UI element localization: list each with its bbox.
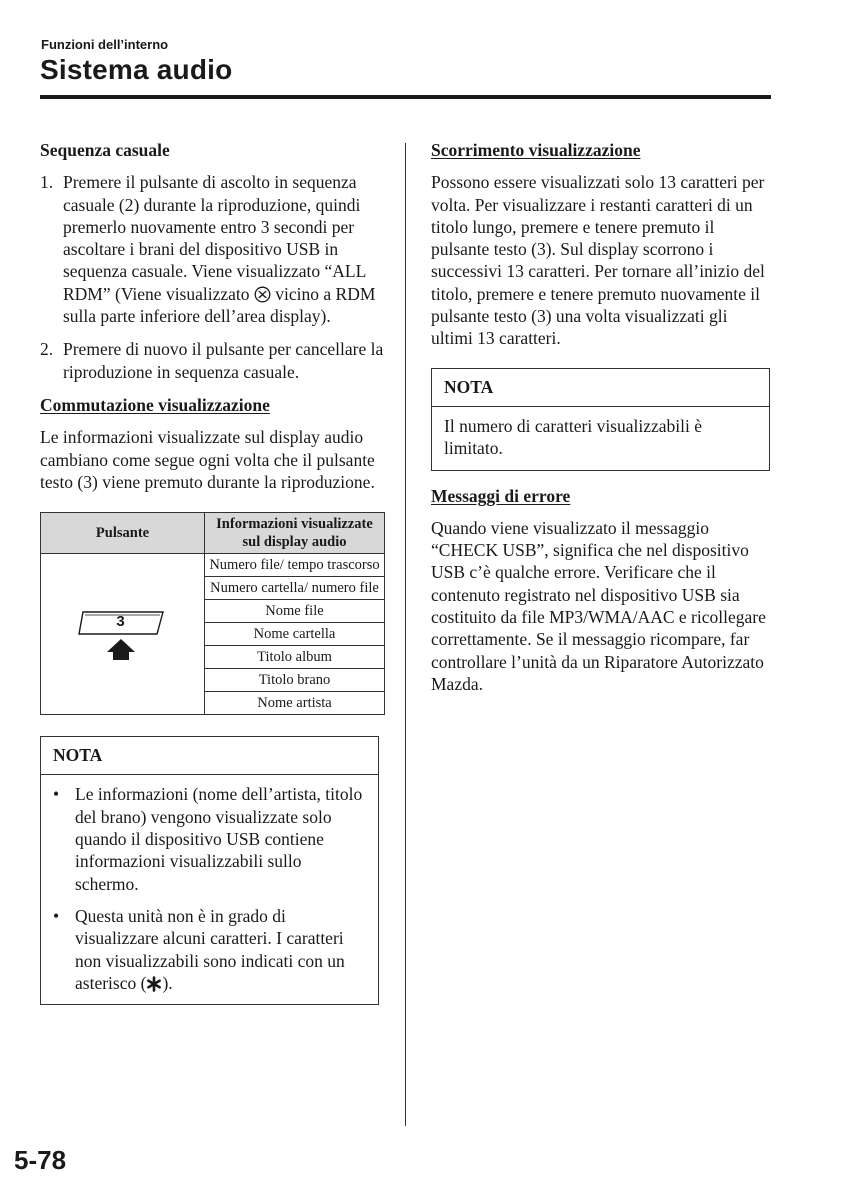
step-number: 1. [40,172,54,193]
step-number: 2. [40,339,54,360]
step-1 [40,171,385,327]
heading-scorrimento: Scorrimento visualizzazione [431,140,641,160]
table-cell: Numero file/ tempo trascorso [205,554,385,577]
nota-box-right [431,368,770,471]
table-cell: Nome artista [205,692,385,715]
bullet-text: Questa unità non è in grado di visualizzare alcuni caratteri. I caratteri non visualizzabili sono indicati con un asterisco ( ). [75,905,345,993]
bullet-dot: • [53,784,60,805]
random-steps [40,171,385,383]
table-row [41,554,385,577]
display-info-table [40,512,385,715]
button-label: 3 [116,613,125,631]
nota-title: NOTA [41,737,378,775]
table-cell: Nome file [205,600,385,623]
random-play-icon [254,286,271,303]
press-arrow-icon [107,639,135,660]
table-header-row [41,513,385,554]
errori-paragraph: Quando viene visualizzato il messaggio “CHECK USB”, significa che nel dispositivo USB c’è qualche errore. Verificare che il contenuto registrato nel dispositivo USB sia costituito da file MP3/WMA/AAC e ricollegare correttamente. Se il messaggio ricompare, far controllare l’unità da un Riparatore Autorizzato Mazda. [431,517,766,694]
table-cell: Numero cartella/ numero file [205,577,385,600]
step-2 [40,338,385,383]
page-number: 5-78 [14,1145,67,1175]
left-column [40,139,385,1005]
nota-body [41,775,378,1004]
step-text: Premere il pulsante di ascolto in sequenza casuale (2) durante la riproduzione, quindi premerlo nuovamente entro 3 secondi per ascoltare i brani del dispositivo USB in sequenza casuale. Viene visualizzato “ALL RDM” (Viene visualizzato vicino a RDM sulla parte inferiore dell’area display). [63,172,376,327]
asterisk-icon [146,976,162,992]
column-divider [405,143,406,1126]
heading-commutazione: Commutazione visualizzazione [40,394,270,415]
button-cell [41,554,205,715]
step-text: Premere di nuovo il pulsante per cancellare la riproduzione in sequenza casuale. [63,339,384,382]
nota-body: Il numero di caratteri visualizzabili è limitato. [444,415,703,459]
list-item [53,783,366,894]
right-column [431,139,771,695]
table-cell: Nome cartella [205,623,385,646]
heading-messaggi-errore: Messaggi di errore [431,485,571,506]
button-illustration [77,604,169,664]
header-rule [40,95,771,99]
nota-title: NOTA [432,369,769,407]
list-item [53,905,366,994]
col-header-button: Pulsante [41,513,205,554]
scorrimento-paragraph: Possono essere visualizzati solo 13 caratteri per volta. Per visualizzare i restanti caratteri di un titolo lungo, premere e tenere premuto il pulsante testo (3). Sul display scorrono i successivi 13 caratteri. Per tornare all’inizio del titolo, premere e tenere premuto nuovamente il pulsante testo (3) una volta visualizzati gli ultimi 13 caratteri. [431,172,765,349]
section-label: Funzioni dell’interno [41,37,169,52]
bullet-dot: • [53,905,60,926]
page-title: Sistema audio [40,54,233,85]
nota-box-left [40,736,379,1005]
table-cell: Titolo brano [205,669,385,692]
commutazione-paragraph: Le informazioni visualizzate sul display audio cambiano come segue ogni volta che il pulsante testo (3) viene premuto durante la riproduzione. [40,427,375,492]
bullet-text: Le informazioni (nome dell’artista, titolo del brano) vengono visualizzate solo quando il dispositivo USB contiene informazioni visualizzabili sullo schermo. [75,784,363,894]
col-header-info: Informazioni visualizzate sul display audio [205,513,385,554]
heading-sequenza-casuale: Sequenza casuale [40,140,170,160]
table-cell: Titolo album [205,646,385,669]
nota-bullets [53,783,366,994]
